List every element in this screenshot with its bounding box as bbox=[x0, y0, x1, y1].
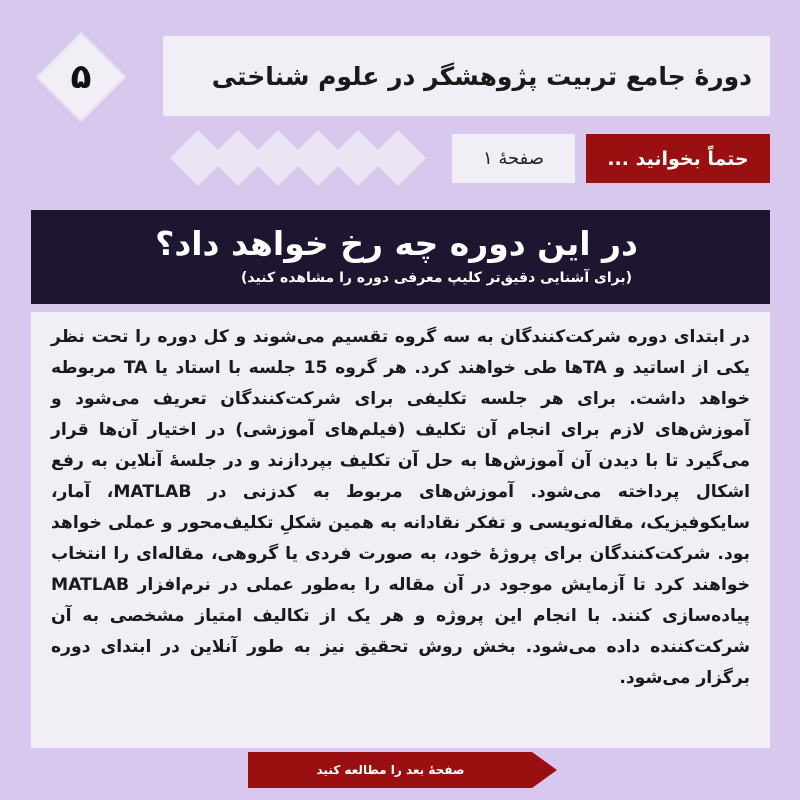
section-number-badge bbox=[33, 29, 129, 125]
section-heading: در این دوره چه رخ خواهد داد؟ bbox=[155, 224, 638, 263]
page-number-box bbox=[452, 134, 575, 183]
course-title-box bbox=[163, 36, 770, 116]
course-title: دورهٔ جامع تربیت پژوهشگر در علوم شناختی bbox=[211, 61, 752, 91]
section-number: ۵ bbox=[70, 57, 92, 97]
body-paragraph: در ابتدای دوره شرکت‌کنندگان به سه گروه تقسیم می‌شوند و کل دوره را تحت نظر یکی از اساتید و TAها طی خواهند کرد. هر گروه 15 جلسه با استاد یا TA مربوطه خواهد داشت. برای هر جلسه تکلیفی برای شرکت‌کنندگان تعریف می‌شود و آموزش‌های لازم برای انجام آن تکلیف (فیلم‌های آموزشی) در اختیار آن‌ها قرار می‌گیرد تا با دیدن آن آموزش‌ها به حل آن تکلیف بپردازند و در جلسهٔ آنلاین به رفع اشکال پرداخته می‌شود. آموزش‌های مربوط به کدزنی در MATLAB، آمار، سایکوفیزیک، مقاله‌نویسی و تفکر نقادانه به همین شکلِ تکلیف‌محور و عملی خواهد بود. شرکت‌کنندگان برای پروژهٔ خود، به صورت فردی یا گروهی، مقاله‌ای را انتخاب خواهند کرد تا آزمایش موجود در آن مقاله را به‌طور عملی در نرم‌افزار MATLAB پیاده‌سازی کنند. با انجام این پروژه و هر یک از تکالیف امتیاز مشخصی به آن شرکت‌کننده داده می‌شود. بخش روش تحقیق نیز به طور آنلاین در ابتدای دوره برگزار می‌شود. bbox=[51, 327, 751, 688]
next-page-arrow[interactable] bbox=[248, 750, 558, 790]
next-page-label: صفحهٔ بعد را مطالعه کنید bbox=[316, 763, 465, 777]
section-heading-band bbox=[31, 210, 770, 304]
page-number-label: صفحهٔ ۱ bbox=[482, 148, 545, 169]
decorative-diamonds bbox=[160, 126, 450, 190]
body-text-box bbox=[31, 312, 770, 748]
must-read-label: حتماً بخوانید ... bbox=[607, 147, 749, 170]
section-subheading: (برای آشنایی دقیق‌تر کلیپ معرفی دوره را مشاهده کنید) bbox=[241, 270, 632, 286]
must-read-banner bbox=[586, 134, 770, 183]
